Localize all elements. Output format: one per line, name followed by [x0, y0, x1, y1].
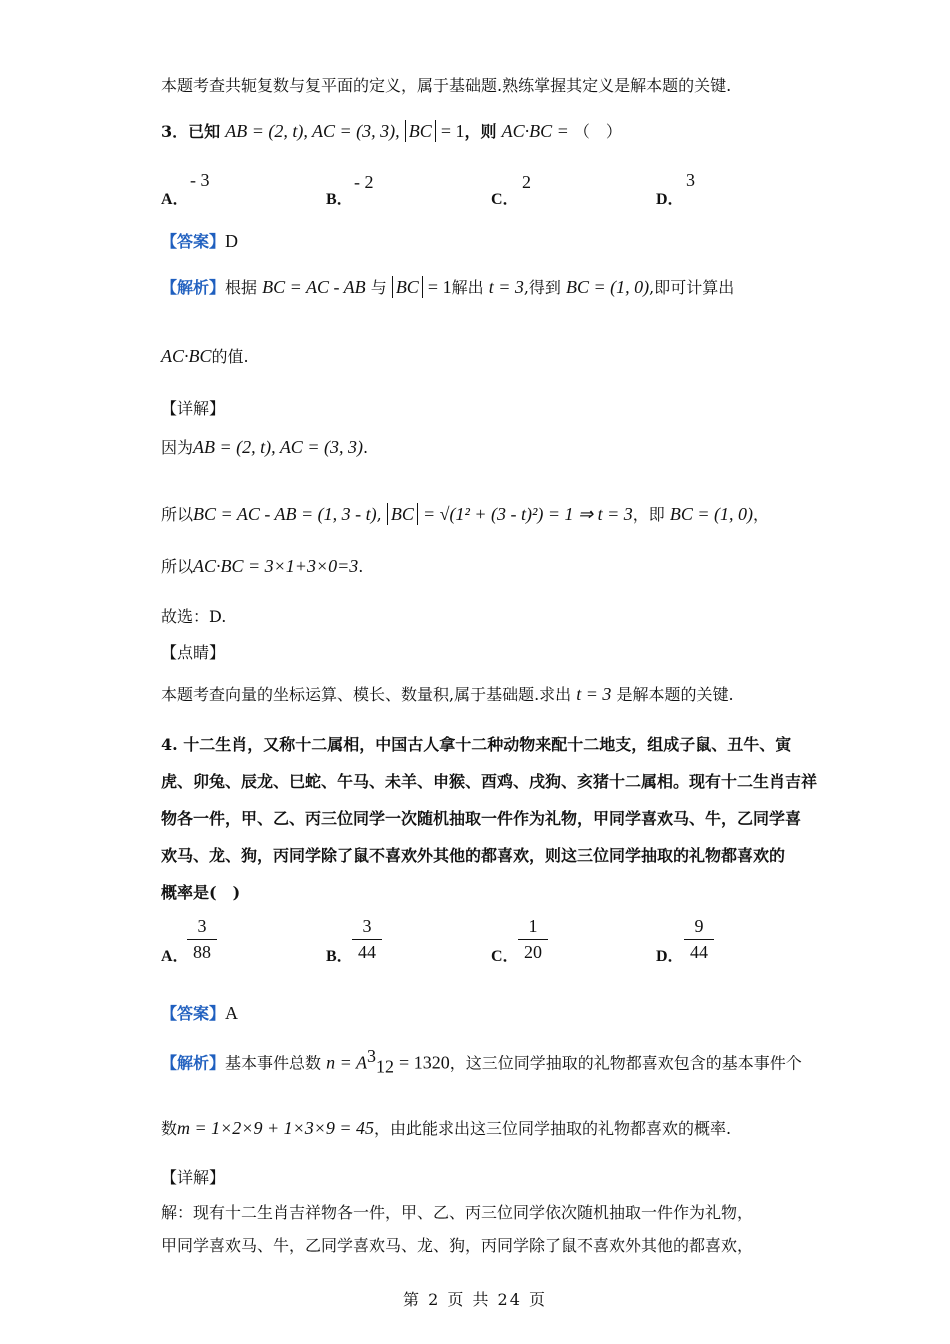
- q4-analysis-line-2: [161, 1118, 731, 1139]
- q4-answer: A: [225, 1003, 239, 1023]
- q4-stem-line-4: 欢马、龙、狗，丙同学除了鼠不喜欢外其他的都喜欢，则这三位同学抽取的礼物都喜欢的: [161, 846, 786, 865]
- q4-analysis-text: ，由此能求出这三位同学抽取的礼物都喜欢的概率.: [374, 1119, 732, 1138]
- q4-analysis-text: 基本事件总数: [225, 1053, 322, 1073]
- q4-analysis-text: 数: [161, 1119, 178, 1138]
- q3-abs-bc: BC: [405, 120, 436, 142]
- q4-option-d-label: D．: [656, 948, 684, 965]
- q4-option-a-den: 88: [193, 942, 211, 962]
- q3-analysis-eq: = 1: [427, 277, 452, 297]
- q4-option-d-fraction: [684, 916, 714, 963]
- q3-analysis-bc: BC = (1, 0): [566, 277, 650, 297]
- q3-analysis-text: 根据: [225, 278, 258, 297]
- q4-option-b-label: B．: [326, 948, 353, 965]
- q3-option-c-label: C．: [491, 191, 519, 208]
- q3-detail-sqrt: = √(1² + (3 - t)²) = 1 ⇒ t = 3: [422, 504, 633, 524]
- q3-then: ，则: [464, 122, 497, 141]
- q3-analysis-text: ,即可计算出: [649, 278, 735, 297]
- q4-option-d-den: 44: [690, 942, 708, 962]
- q3-answer-tag: 【答案】: [161, 232, 226, 251]
- q3-detail-formula: BC = AC - AB = (1, 3 - t): [193, 504, 377, 524]
- q3-analysis-text: ,得到: [523, 278, 561, 297]
- q3-detail-line-1: [161, 437, 368, 458]
- q4-detail-line-2: 甲同学喜欢马、牛，乙同学喜欢马、龙、狗，丙同学除了鼠不喜欢外其他的都喜欢，: [161, 1236, 754, 1255]
- q4-option-b-den: 44: [358, 942, 376, 962]
- q4-stem-line-3: 物各一件，甲、乙、丙三位同学一次随机抽取一件作为礼物，甲同学喜欢马、牛，乙同学喜: [161, 809, 802, 828]
- q4-option-c-num: 1: [518, 916, 548, 940]
- q4-option-b-fraction: [352, 916, 382, 963]
- q4-analysis-formula: n = A: [326, 1052, 367, 1073]
- q4-detail-tag: 【详解】: [161, 1168, 226, 1187]
- q3-answer: D: [225, 231, 239, 251]
- q4-analysis-text: ，这三位同学抽取的礼物都喜欢包含的基本事件个: [449, 1053, 802, 1073]
- q3-detail-text: .: [358, 557, 364, 576]
- q3-review-t: t = 3: [576, 684, 612, 704]
- q3-option-b-value: - 2: [354, 172, 374, 192]
- q3-review-text: 是解本题的关键.: [616, 685, 734, 704]
- q4-analysis-m: m = 1×2×9 + 1×3×9 = 45: [177, 1118, 375, 1138]
- q3-paren: （ ）: [573, 122, 622, 141]
- q3-choose: 故选：D.: [161, 607, 227, 626]
- q3-analysis-formula-1: BC = AC - AB: [262, 277, 366, 297]
- q4-option-c-label: C．: [491, 948, 519, 965]
- q3-detail-text: 因为: [161, 438, 194, 457]
- q3-analysis-dot: AC·BC: [161, 346, 212, 366]
- q3-detail-text: ，即: [632, 505, 665, 524]
- q3-detail-line-3: [161, 556, 363, 577]
- q3-detail-text: .: [362, 438, 369, 457]
- page-footer: 第 2 页 共 24 页: [403, 1290, 547, 1309]
- q4-option-c-fraction: [518, 916, 548, 963]
- q4-analysis-sup: 3: [366, 1046, 376, 1066]
- q3-detail-formula: AB = (2, t), AC = (3, 3): [193, 437, 363, 457]
- q3-eq1: = 1: [440, 121, 465, 141]
- q3-review-line: [161, 684, 734, 705]
- q3-detail-text: 所以: [161, 557, 194, 576]
- q4-option-a-fraction: [187, 916, 217, 963]
- q3-stem: [161, 120, 622, 142]
- q4-stem-line-1: 4. 十二生肖，又称十二属相，中国古人拿十二种动物来配十二地支，组成子鼠、丑牛、寅: [161, 735, 792, 754]
- q3-analysis-tag: 【解析】: [161, 278, 226, 297]
- q4-option-a-label: A．: [161, 948, 189, 965]
- q3-analysis-line-2: [161, 346, 249, 367]
- q4-analysis-line-1: [161, 1046, 802, 1077]
- q4-stem-line-2: 虎、卯兔、辰龙、巳蛇、午马、未羊、申猴、酉鸡、戌狗、亥猪十二属相。现有十二生肖吉祥: [161, 772, 818, 791]
- q3-option-a-value: - 3: [190, 170, 210, 190]
- q3-detail-text: ，: [753, 505, 770, 524]
- q3-analysis-text: 解出: [451, 278, 484, 297]
- q3-detail-abs: BC: [387, 503, 418, 525]
- q4-option-c-den: 20: [524, 942, 542, 962]
- q3-option-b-label: B．: [326, 191, 353, 208]
- q4-option-a-num: 3: [187, 916, 217, 940]
- intro-line: 本题考查共轭复数与复平面的定义，属于基础题.熟练掌握其定义是解本题的关键.: [161, 76, 732, 95]
- q3-analysis-t: t = 3: [488, 277, 524, 297]
- q4-analysis-tag: 【解析】: [161, 1053, 226, 1073]
- q4-analysis-sub: 12: [375, 1056, 394, 1077]
- q3-analysis-abs: BC: [392, 276, 423, 298]
- q4-analysis-eq: = 1320: [399, 1052, 450, 1073]
- q3-detail-line-2: [161, 503, 769, 525]
- q3-analysis-text: 的值.: [211, 347, 249, 366]
- q3-option-d-label: D．: [656, 191, 684, 208]
- q3-condition: AB = (2, t), AC = (3, 3),: [225, 121, 400, 141]
- q3-detail-formula: AC·BC = 3×1+3×0=3: [193, 556, 359, 576]
- q3-option-a-label: A．: [161, 191, 189, 208]
- q3-analysis-text: 与: [370, 278, 387, 297]
- q3-option-c-value: 2: [522, 172, 531, 192]
- q3-review-tag: 【点睛】: [161, 643, 226, 662]
- q3-answer-line: [161, 231, 238, 252]
- q4-answer-line: [161, 1003, 238, 1024]
- q3-detail-tag: 【详解】: [161, 399, 226, 418]
- q4-stem-line-5: 概率是( ): [161, 883, 241, 902]
- q3-detail-text: 所以: [161, 505, 194, 524]
- q3-review-text: 本题考查向量的坐标运算、模长、数量积,属于基础题.求出: [161, 685, 572, 704]
- q3-analysis-line-1: [161, 276, 734, 298]
- q3-detail-text: ,: [376, 505, 382, 524]
- q3-detail-bc: BC = (1, 0): [669, 504, 753, 524]
- q3-option-d-value: 3: [686, 170, 695, 190]
- q3-number: 3．已知: [161, 122, 221, 141]
- q4-detail-line-1: 解：现有十二生肖吉祥物各一件，甲、乙、丙三位同学依次随机抽取一件作为礼物，: [161, 1203, 754, 1222]
- q4-option-b-num: 3: [352, 916, 382, 940]
- q4-option-d-num: 9: [684, 916, 714, 940]
- q4-answer-tag: 【答案】: [161, 1004, 226, 1023]
- q3-target: AC·BC =: [501, 121, 569, 141]
